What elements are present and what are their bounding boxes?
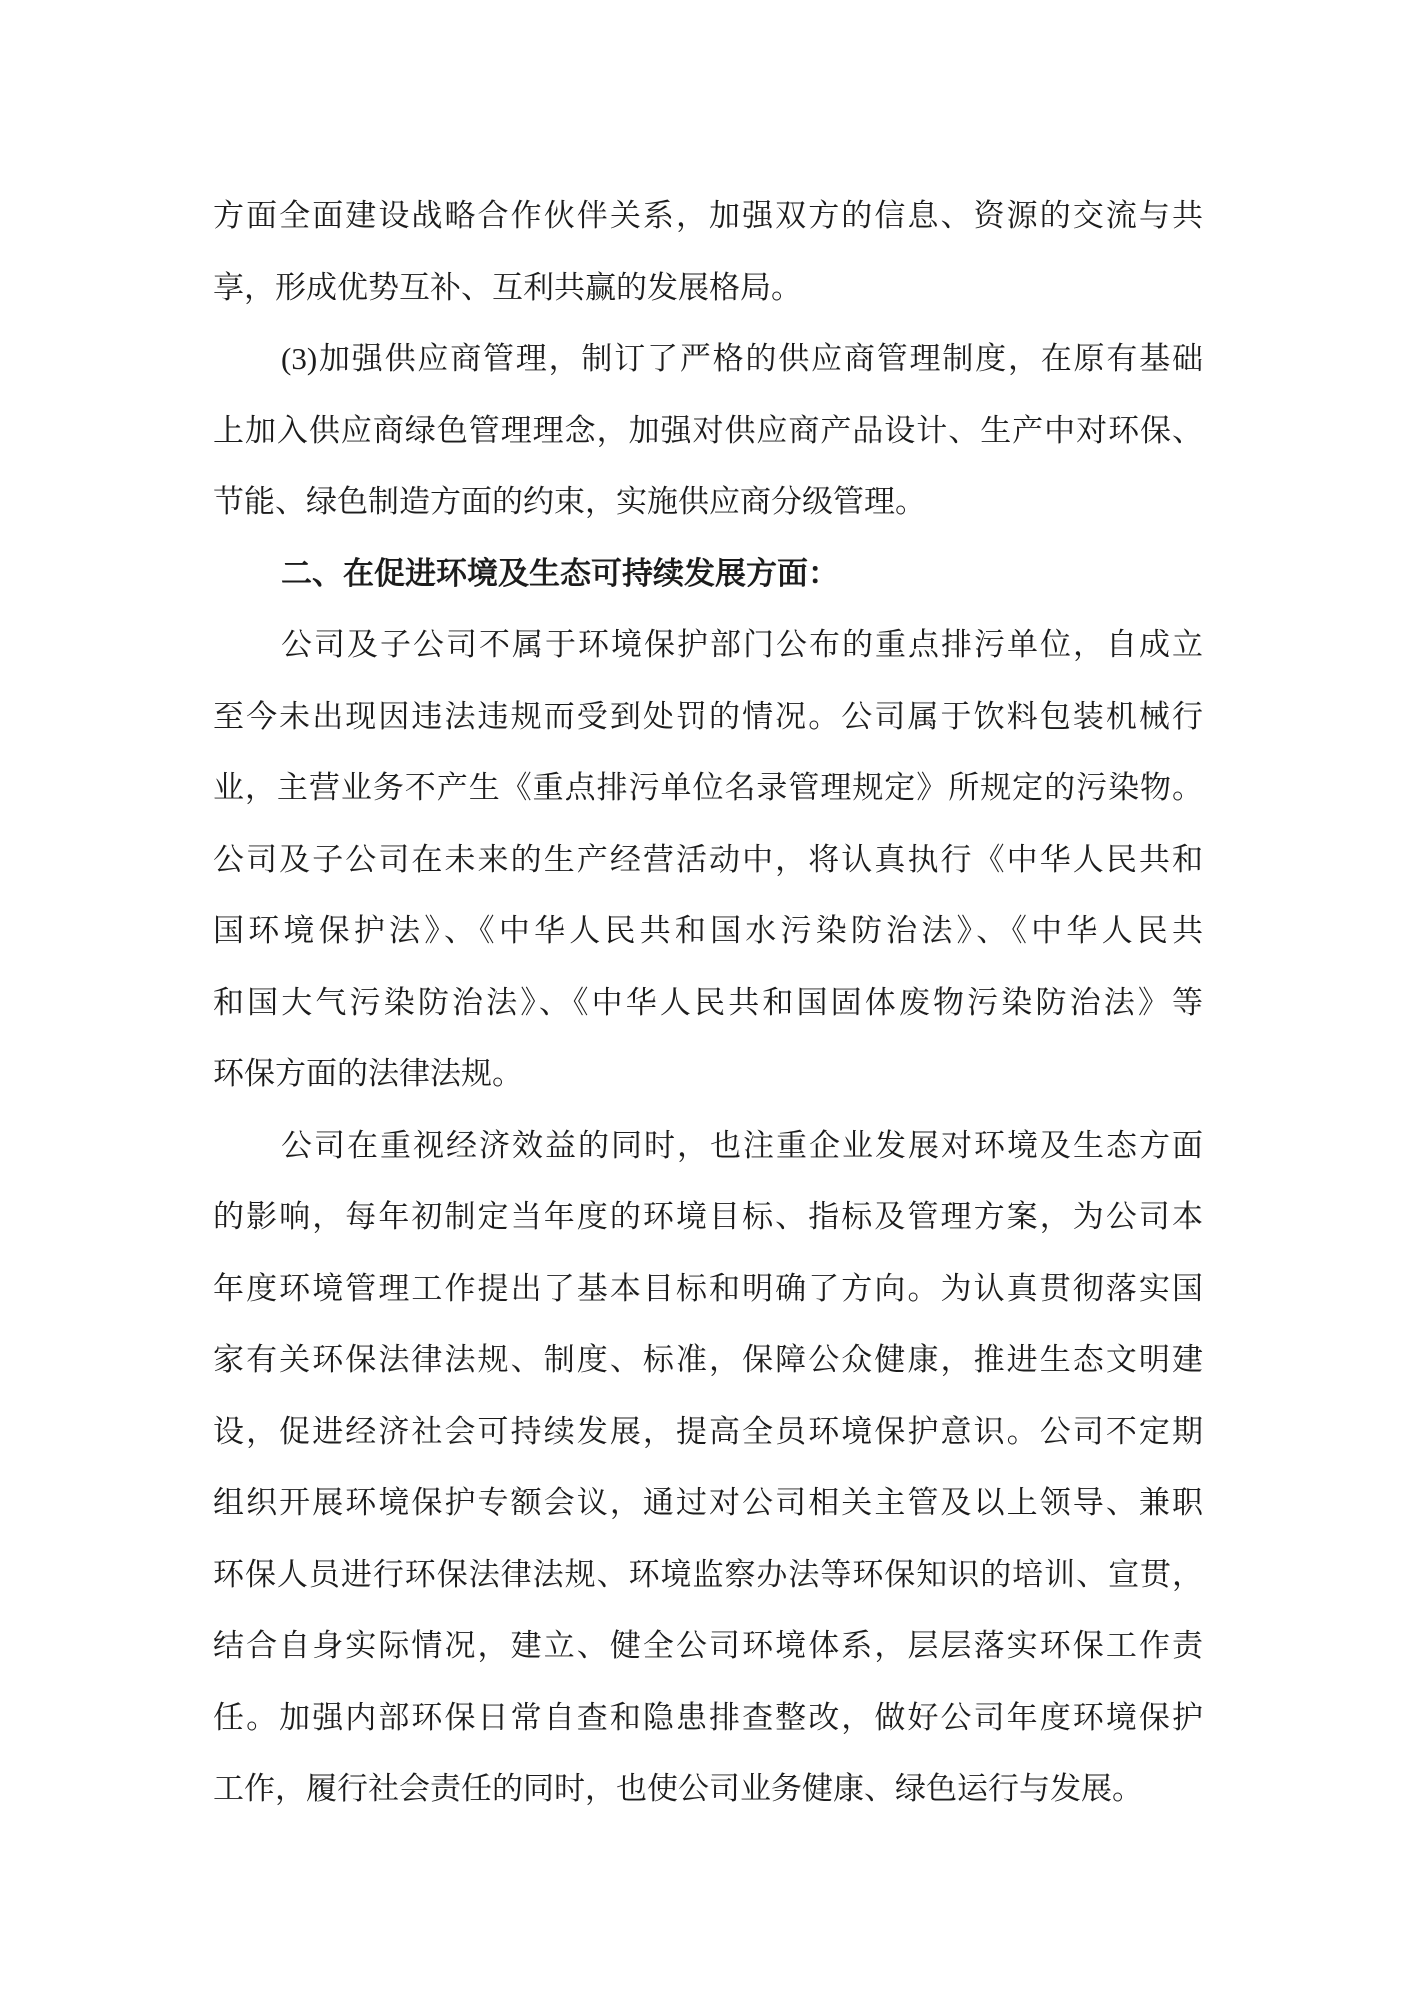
- text-line: 国环境保护法》、《中华人民共和国水污染防治法》、《中华人民共: [213, 913, 1203, 948]
- text-line: 的影响，每年初制定当年度的环境目标、指标及管理方案，为公司本: [213, 1199, 1203, 1234]
- text-line: (3)加强供应商管理，制订了严格的供应商管理制度，在原有基础: [281, 341, 1203, 376]
- section-heading: 二、在促进环境及生态可持续发展方面：: [281, 555, 839, 591]
- text-line: 享，形成优势互补、互利共赢的发展格局。: [213, 269, 802, 305]
- text-line: 任。加强内部环保日常自查和隐患排查整改，做好公司年度环境保护: [213, 1699, 1203, 1735]
- text-line: 年度环境管理工作提出了基本目标和明确了方向。为认真贯彻落实国: [213, 1270, 1203, 1306]
- document-body: [213, 180, 1203, 1825]
- text-line: 和国大气污染防治法》、《中华人民共和国固体废物污染防治法》等: [213, 984, 1203, 1020]
- text-line: 公司在重视经济效益的同时，也注重企业发展对环境及生态方面: [281, 1127, 1203, 1163]
- text-line: 方面全面建设战略合作伙伴关系，加强双方的信息、资源的交流与共: [213, 198, 1203, 233]
- text-line: 节能、绿色制造方面的约束，实施供应商分级管理。: [213, 484, 926, 519]
- text-line: 公司及子公司在未来的生产经营活动中，将认真执行《中华人民共和: [213, 841, 1203, 877]
- text-line: 工作，履行社会责任的同时，也使公司业务健康、绿色运行与发展。: [213, 1771, 1143, 1806]
- text-line: 至今未出现因违法违规而受到处罚的情况。公司属于饮料包装机械行: [213, 698, 1203, 734]
- text-line: 公司及子公司不属于环境保护部门公布的重点排污单位，自成立: [281, 627, 1203, 662]
- text-line: 结合自身实际情况，建立、健全公司环境体系，层层落实环保工作责: [213, 1628, 1203, 1663]
- text-line: 业，主营业务不产生《重点排污单位名录管理规定》所规定的污染物。: [213, 770, 1203, 805]
- text-line: 组织开展环境保护专额会议，通过对公司相关主管及以上领导、兼职: [213, 1485, 1203, 1520]
- text-line: 上加入供应商绿色管理理念，加强对供应商产品设计、生产中对环保、: [213, 412, 1203, 448]
- text-line: 环保方面的法律法规。: [213, 1056, 523, 1091]
- text-line: 设，促进经济社会可持续发展，提高全员环境保护意识。公司不定期: [213, 1413, 1203, 1449]
- text-line: 家有关环保法律法规、制度、标准，保障公众健康，推进生态文明建: [213, 1342, 1203, 1377]
- text-line: 环保人员进行环保法律法规、环境监察办法等环保知识的培训、宣贯，: [213, 1556, 1203, 1592]
